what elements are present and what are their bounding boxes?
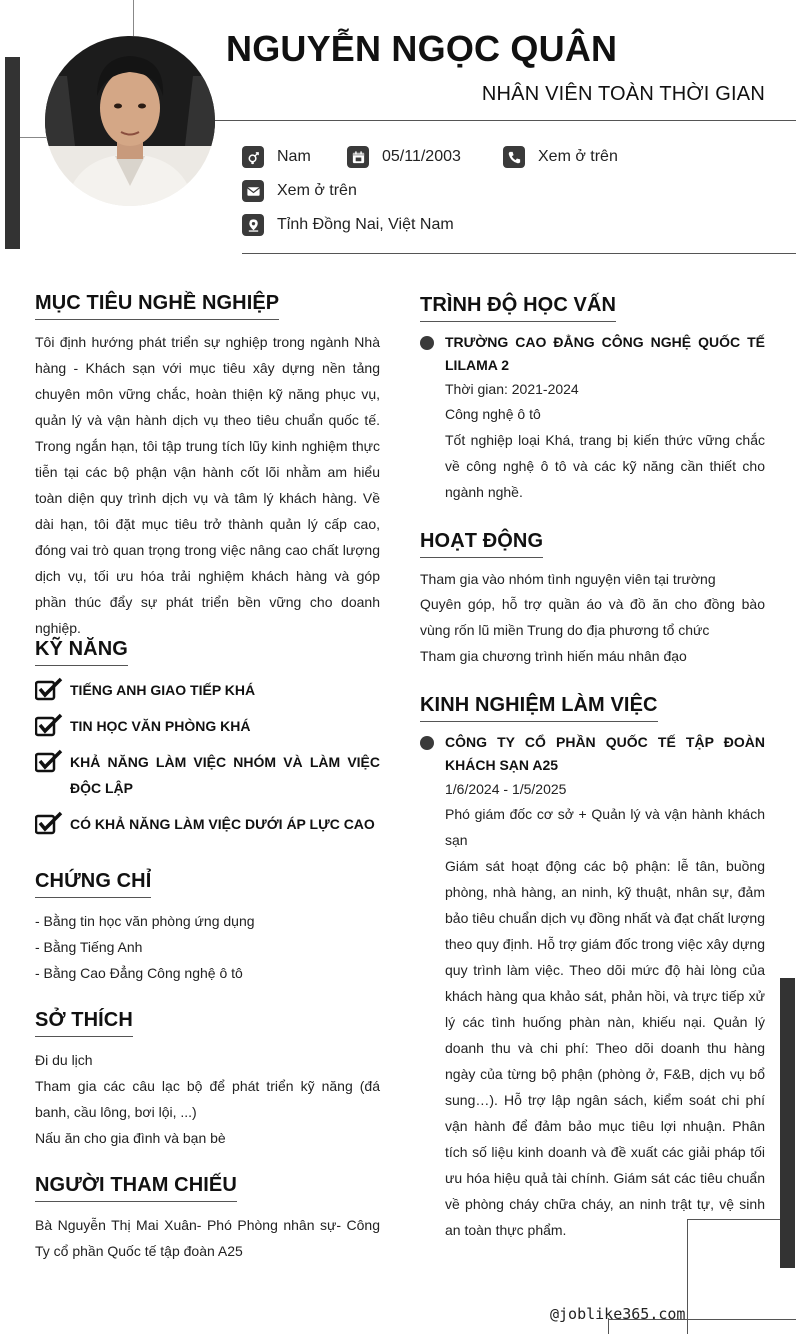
email-field	[242, 180, 357, 202]
education-time: Thời gian: 2021-2024	[445, 381, 579, 397]
phone-value: Xem ở trên	[538, 148, 618, 165]
hobbies-title: SỞ THÍCH	[35, 1009, 133, 1037]
email-icon	[242, 180, 264, 202]
experience-role: Phó giám đốc cơ sở + Quản lý và vận hành khách sạn	[445, 806, 765, 848]
objective-text: Tôi định hướng phát triển sự nghiệp trong ngành Nhà hàng - Khách sạn với mục tiêu xây dựng nền tảng chuyên môn vững chắc, hoàn thiện kỹ năng phục vụ, quản lý và vận hành dịch vụ theo tiêu chuẩn quốc tế. Trong ngắn hạn, tôi tập trung tích lũy kinh nghiệm thực tiễn tại các bộ phận vận hành cốt lõi nhằm am hiểu toàn diện quy trình dịch vụ và tâm lý khách hàng. Về dài hạn, tôi đặt mục tiêu trở thành quản lý cấp cao, đóng vai trò quan trọng trong việc nâng cao chất lượng dịch vụ, tối ưu hóa trải nghiệm khách hàng và góp phần thúc đẩy sự phát triển bền vững cho doanh nghiệp.	[35, 334, 380, 636]
email-value: Xem ở trên	[277, 182, 357, 199]
skill-label: CÓ KHẢ NĂNG LÀM VIỆC DƯỚI ÁP LỰC CAO	[70, 816, 375, 832]
activity-item: Quyên góp, hỗ trợ quần áo và đồ ăn cho đồng bào vùng rốn lũ miền Trung do địa phương tổ chức	[420, 596, 765, 638]
gender-field	[242, 146, 311, 168]
certificate-item: - Bằng Cao Đẳng Công nghệ ô tô	[35, 965, 243, 981]
checkbox-icon	[35, 811, 63, 835]
right-accent-bar	[780, 978, 795, 1268]
activity-item: Tham gia vào nhóm tình nguyện viên tại trường	[420, 571, 716, 587]
phone-icon	[503, 146, 525, 168]
header-divider-bottom	[242, 253, 796, 254]
top-vertical-line	[133, 0, 134, 36]
activity-item: Tham gia chương trình hiến máu nhân đạo	[420, 648, 687, 664]
skill-label: TIN HỌC VĂN PHÒNG KHÁ	[70, 718, 251, 734]
checkbox-icon	[35, 677, 63, 701]
avatar	[45, 36, 215, 206]
address-value: Tỉnh Đồng Nai, Việt Nam	[277, 216, 454, 233]
skill-item	[35, 677, 380, 703]
profile-photo	[45, 36, 215, 206]
education-title: TRÌNH ĐỘ HỌC VẤN	[420, 294, 616, 322]
location-pin-icon	[242, 214, 264, 236]
left-accent-bar	[5, 57, 20, 249]
education-description: Tốt nghiệp loại Khá, trang bị kiến thức vững chắc về công nghệ ô tô và các kỹ năng cần thiết cho ngành nghề.	[445, 432, 765, 500]
skill-label: TIẾNG ANH GIAO TIẾP KHÁ	[70, 682, 256, 698]
desired-position: NHÂN VIÊN TOÀN THỜI GIAN	[481, 83, 765, 105]
certificate-item: - Bằng Tiếng Anh	[35, 939, 143, 955]
company-name: CÔNG TY CỔ PHẦN QUỐC TẾ TẬP ĐOÀN KHÁCH SẠN A25	[445, 734, 765, 773]
phone-field	[503, 146, 618, 168]
header-divider-top	[215, 120, 796, 121]
bullet-icon	[420, 736, 434, 750]
hobby-item: Đi du lịch	[35, 1052, 93, 1068]
skill-item	[35, 749, 380, 801]
skill-item	[35, 811, 380, 837]
skills-title: KỸ NĂNG	[35, 638, 128, 666]
certificate-item: - Bằng tin học văn phòng ứng dụng	[35, 913, 255, 929]
education-major: Công nghệ ô tô	[445, 406, 541, 422]
experience-title: KINH NGHIỆM LÀM VIỆC	[420, 694, 658, 722]
gender-value: Nam	[277, 148, 311, 165]
skill-item	[35, 713, 380, 739]
activities-title: HOẠT ĐỘNG	[420, 530, 543, 558]
address-field	[242, 214, 454, 236]
calendar-icon	[347, 146, 369, 168]
experience-time: 1/6/2024 - 1/5/2025	[445, 781, 567, 797]
school-name: TRƯỜNG CAO ĐẲNG CÔNG NGHỆ QUỐC TẾ LILAMA 2	[445, 334, 765, 373]
left-horizontal-line	[20, 137, 46, 138]
bullet-icon	[420, 336, 434, 350]
certificates-title: CHỨNG CHỈ	[35, 870, 151, 898]
references-title: NGƯỜI THAM CHIẾU	[35, 1174, 237, 1202]
skill-label: KHẢ NĂNG LÀM VIỆC NHÓM VÀ LÀM VIỆC ĐỘC LẬP	[70, 754, 380, 796]
birthday-value: 05/11/2003	[382, 148, 461, 165]
objective-title: MỤC TIÊU NGHỀ NGHIỆP	[35, 292, 279, 320]
hobby-item: Nấu ăn cho gia đình và bạn bè	[35, 1130, 226, 1146]
hobby-item: Tham gia các câu lạc bộ để phát triển kỹ năng (đá banh, cầu lông, bơi lội, ...)	[35, 1078, 380, 1120]
footer-brand: @joblike365.com	[550, 1305, 686, 1323]
reference-text: Bà Nguyễn Thị Mai Xuân- Phó Phòng nhân sự- Công Ty cổ phần Quốc tế tập đoàn A25	[35, 1217, 380, 1259]
candidate-name: NGUYỄN NGỌC QUÂN	[226, 28, 618, 69]
checkbox-icon	[35, 713, 63, 737]
checkbox-icon	[35, 749, 63, 773]
experience-description: Giám sát hoạt động các bộ phận: lễ tân, buồng phòng, nhà hàng, an ninh, kỹ thuật, nhân sự, đảm bảo tiêu chuẩn dịch vụ đồng nhất và đạt chất lượng theo quy định. Hỗ trợ giám đốc trong việc xây dựng quy trình làm việc. Theo dõi mức độ hài lòng của khách hàng qua khảo sát, phản hồi, và trực tiếp xử lý các tình huống phàn nàn, khiếu nại. Quản lý doanh thu và chi phí: Theo dõi doanh thu hàng ngày của từng bộ phận (phòng ở, F&B, dịch vụ bổ sung…). Hỗ trợ lập ngân sách, kiểm soát chi phí vận hành để đảm bảo mục tiêu lợi nhuận. Phân tích số liệu kinh doanh và đề xuất các giải pháp tối ưu hóa hiệu quả tài chính. Giám sát các tiêu chuẩn về phòng cháy chữa cháy, an ninh trật tự, vệ sinh an toàn thực phẩm.	[445, 858, 765, 1238]
gender-icon	[242, 146, 264, 168]
birthday-field	[347, 146, 461, 168]
